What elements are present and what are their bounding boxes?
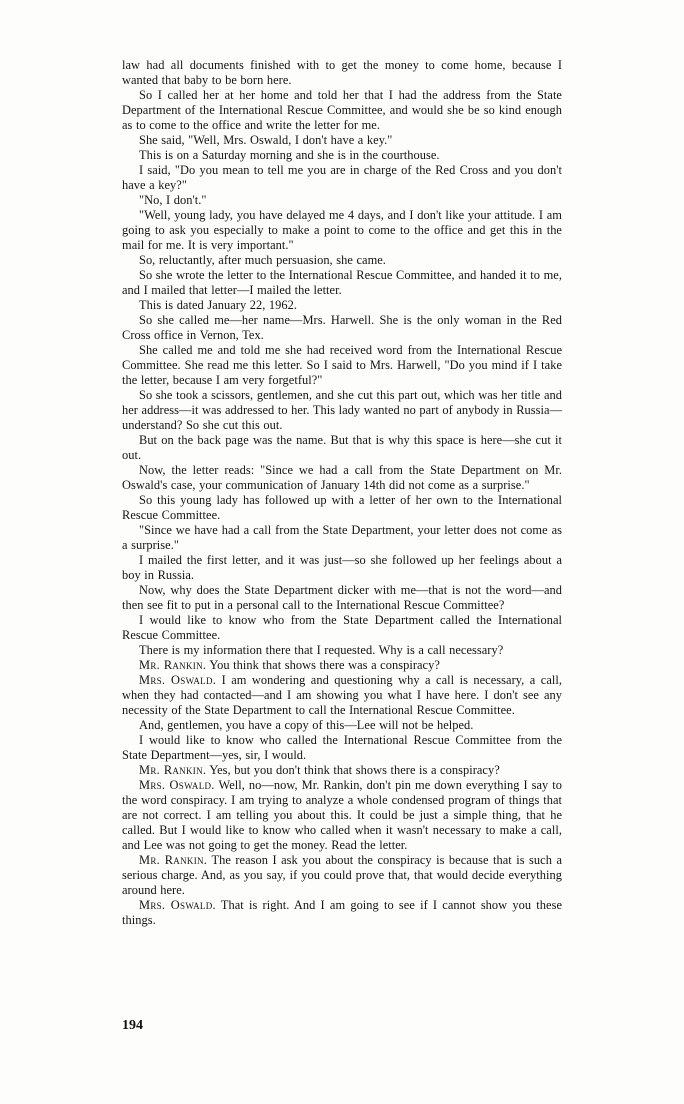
paragraph: I would like to know who from the State Department called the International Rescue Committee. <box>122 613 562 642</box>
paragraph: So this young lady has followed up with a letter of her own to the International Rescue Committee. <box>122 493 562 522</box>
speaker-name: Mrs. Oswald. <box>139 673 217 687</box>
paragraph: She called me and told me she had received word from the International Rescue Committee. She read me this letter. So I said to Mrs. Harwell, "Do you mind if I take the letter, because I am very forgetful?" <box>122 343 562 387</box>
paragraph: There is my information there that I requested. Why is a call necessary? <box>139 643 504 657</box>
paragraph-speaker-oswald: Mrs. Oswald. Well, no—now, Mr. Rankin, don't pin me down everything I say to the word conspiracy. I am trying to analyze a whole condensed program of things that are not correct. I am telling you about this. It could be just a simple thing, that he called. But I would like to know who called when it wasn't necessary to make a call, and Lee was not going to get the money. Read the letter. <box>122 778 563 852</box>
paragraph: I mailed the first letter, and it was just—so she followed up her feelings about a boy in Russia. <box>122 553 562 582</box>
paragraph: "Since we have had a call from the State Department, your letter does not come as a surprise." <box>122 523 562 552</box>
paragraph: Now, why does the State Department dicker with me—that is not the word—and then see fit to put in a personal call to the International Rescue Committee? <box>122 583 562 612</box>
paragraph: "Well, young lady, you have delayed me 4 days, and I don't like your attitude. I am going to ask you especially to make a point to come to the office and get this in the mail for me. It is very important." <box>122 208 562 252</box>
paragraph: Now, the letter reads: "Since we had a call from the State Department on Mr. Oswald's case, your communication of January 14th did not come as a surprise." <box>122 463 562 492</box>
speaker-name: Mr. Rankin. <box>139 658 207 672</box>
speaker-name: Mrs. Oswald. <box>139 898 216 912</box>
page-number: 194 <box>122 1018 143 1033</box>
paragraph: But on the back page was the name. But that is why this space is here—she cut it out. <box>122 433 562 462</box>
paragraph: So she wrote the letter to the International Rescue Committee, and handed it to me, and I mailed that letter—I mailed the letter. <box>122 268 562 297</box>
paragraph: So I called her at her home and told her that I had the address from the State Department of the International Rescue Committee, and would she be so kind enough as to come to the office and write the letter for me. <box>122 88 562 132</box>
paragraph: So she called me—her name—Mrs. Harwell. She is the only woman in the Red Cross office in Vernon, Tex. <box>122 313 562 342</box>
paragraph: So, reluctantly, after much persuasion, she came. <box>139 253 386 267</box>
paragraph: This is on a Saturday morning and she is in the courthouse. <box>139 148 440 162</box>
paragraph-speaker-rankin: Mr. Rankin. You think that shows there was a conspiracy? <box>139 658 440 672</box>
paragraph: "No, I don't." <box>139 193 207 207</box>
testimony-text-column <box>122 58 562 928</box>
paragraph-speaker-rankin: Mr. Rankin. Yes, but you don't think that shows there is a conspiracy? <box>139 763 500 777</box>
paragraph: She said, "Well, Mrs. Oswald, I don't have a key." <box>139 133 393 147</box>
paragraph: So she took a scissors, gentlemen, and she cut this part out, which was her title and her address—it was addressed to her. This lady wanted no part of anybody in Russia—understand? So she cut this out. <box>122 388 563 432</box>
paragraph: And, gentlemen, you have a copy of this—Lee will not be helped. <box>139 718 474 732</box>
paragraph: law had all documents finished with to get the money to come home, because I wanted that baby to be born here. <box>122 58 562 87</box>
paragraph-speaker-rankin: Mr. Rankin. The reason I ask you about the conspiracy is because that is such a serious charge. And, as you say, if you could prove that, that would decide everything around here. <box>122 853 562 897</box>
speaker-name: Mr. Rankin. <box>139 853 208 867</box>
paragraph: I said, "Do you mean to tell me you are in charge of the Red Cross and you don't have a key?" <box>122 163 562 192</box>
speaker-name: Mr. Rankin. <box>139 763 207 777</box>
paragraph-speaker-oswald: Mrs. Oswald. I am wondering and questioning why a call is necessary, a call, when they had contacted—and I am showing you what I have here. I don't see any necessity of the State Department to call the International Rescue Committee. <box>122 673 563 717</box>
paragraph: This is dated January 22, 1962. <box>139 298 298 312</box>
speaker-name: Mrs. Oswald. <box>139 778 215 792</box>
paragraph-speaker-oswald: Mrs. Oswald. That is right. And I am going to see if I cannot show you these things. <box>122 898 562 927</box>
paragraph: I would like to know who called the International Rescue Committee from the State Department—yes, sir, I would. <box>122 733 562 762</box>
